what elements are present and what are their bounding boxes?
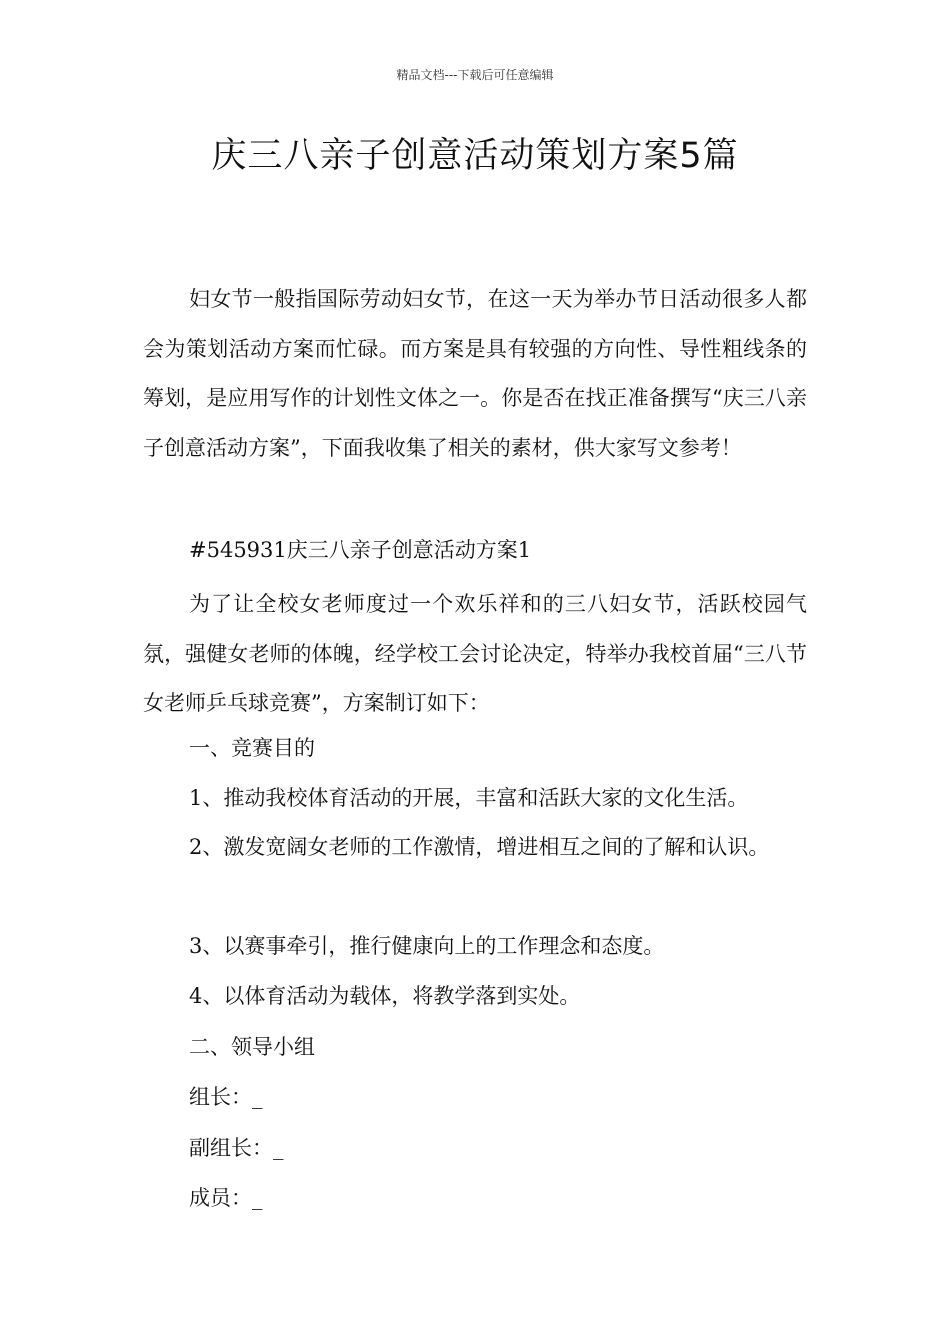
part-1-heading: 一、竞赛目的 xyxy=(189,736,315,760)
goal-item-1: 1、推动我校体育活动的开展，丰富和活跃大家的文化生活。 xyxy=(189,786,749,810)
deputy-leader-line: 副组长：_ xyxy=(189,1136,284,1160)
part-2-heading: 二、领导小组 xyxy=(189,1035,315,1059)
page-header-watermark: 精品文档---下载后可任意编辑 xyxy=(396,68,554,82)
members-line: 成员：_ xyxy=(189,1186,263,1210)
document-title: 庆三八亲子创意活动策划方案5篇 xyxy=(211,136,739,176)
section-heading: #545931庆三八亲子创意活动方案1 xyxy=(189,538,532,562)
goal-item-4: 4、以体育活动为载体，将教学落到实处。 xyxy=(189,984,581,1008)
goal-item-2: 2、激发宽阔女老师的工作激情，增进相互之间的了解和认识。 xyxy=(189,835,770,859)
leader-line: 组长：_ xyxy=(189,1085,263,1109)
paragraph-1: 为了让全校女老师度过一个欢乐祥和的三八妇女节，活跃校园气氛，强健女老师的体魄，经学校工会讨论决定，特举办我校首届“三八节女老师乒乓球竞赛”，方案制订如下： xyxy=(143,592,807,715)
goal-item-3: 3、以赛事牵引，推行健康向上的工作理念和态度。 xyxy=(189,934,665,958)
intro-paragraph: 妇女节一般指国际劳动妇女节，在这一天为举办节日活动很多人都会为策划活动方案而忙碌。而方案是具有较强的方向性、导性粗线条的筹划，是应用写作的计划性文体之一。你是否在找正准备撰写“庆三八亲子创意活动方案”，下面我收集了相关的素材，供大家写文参考！ xyxy=(143,287,807,460)
